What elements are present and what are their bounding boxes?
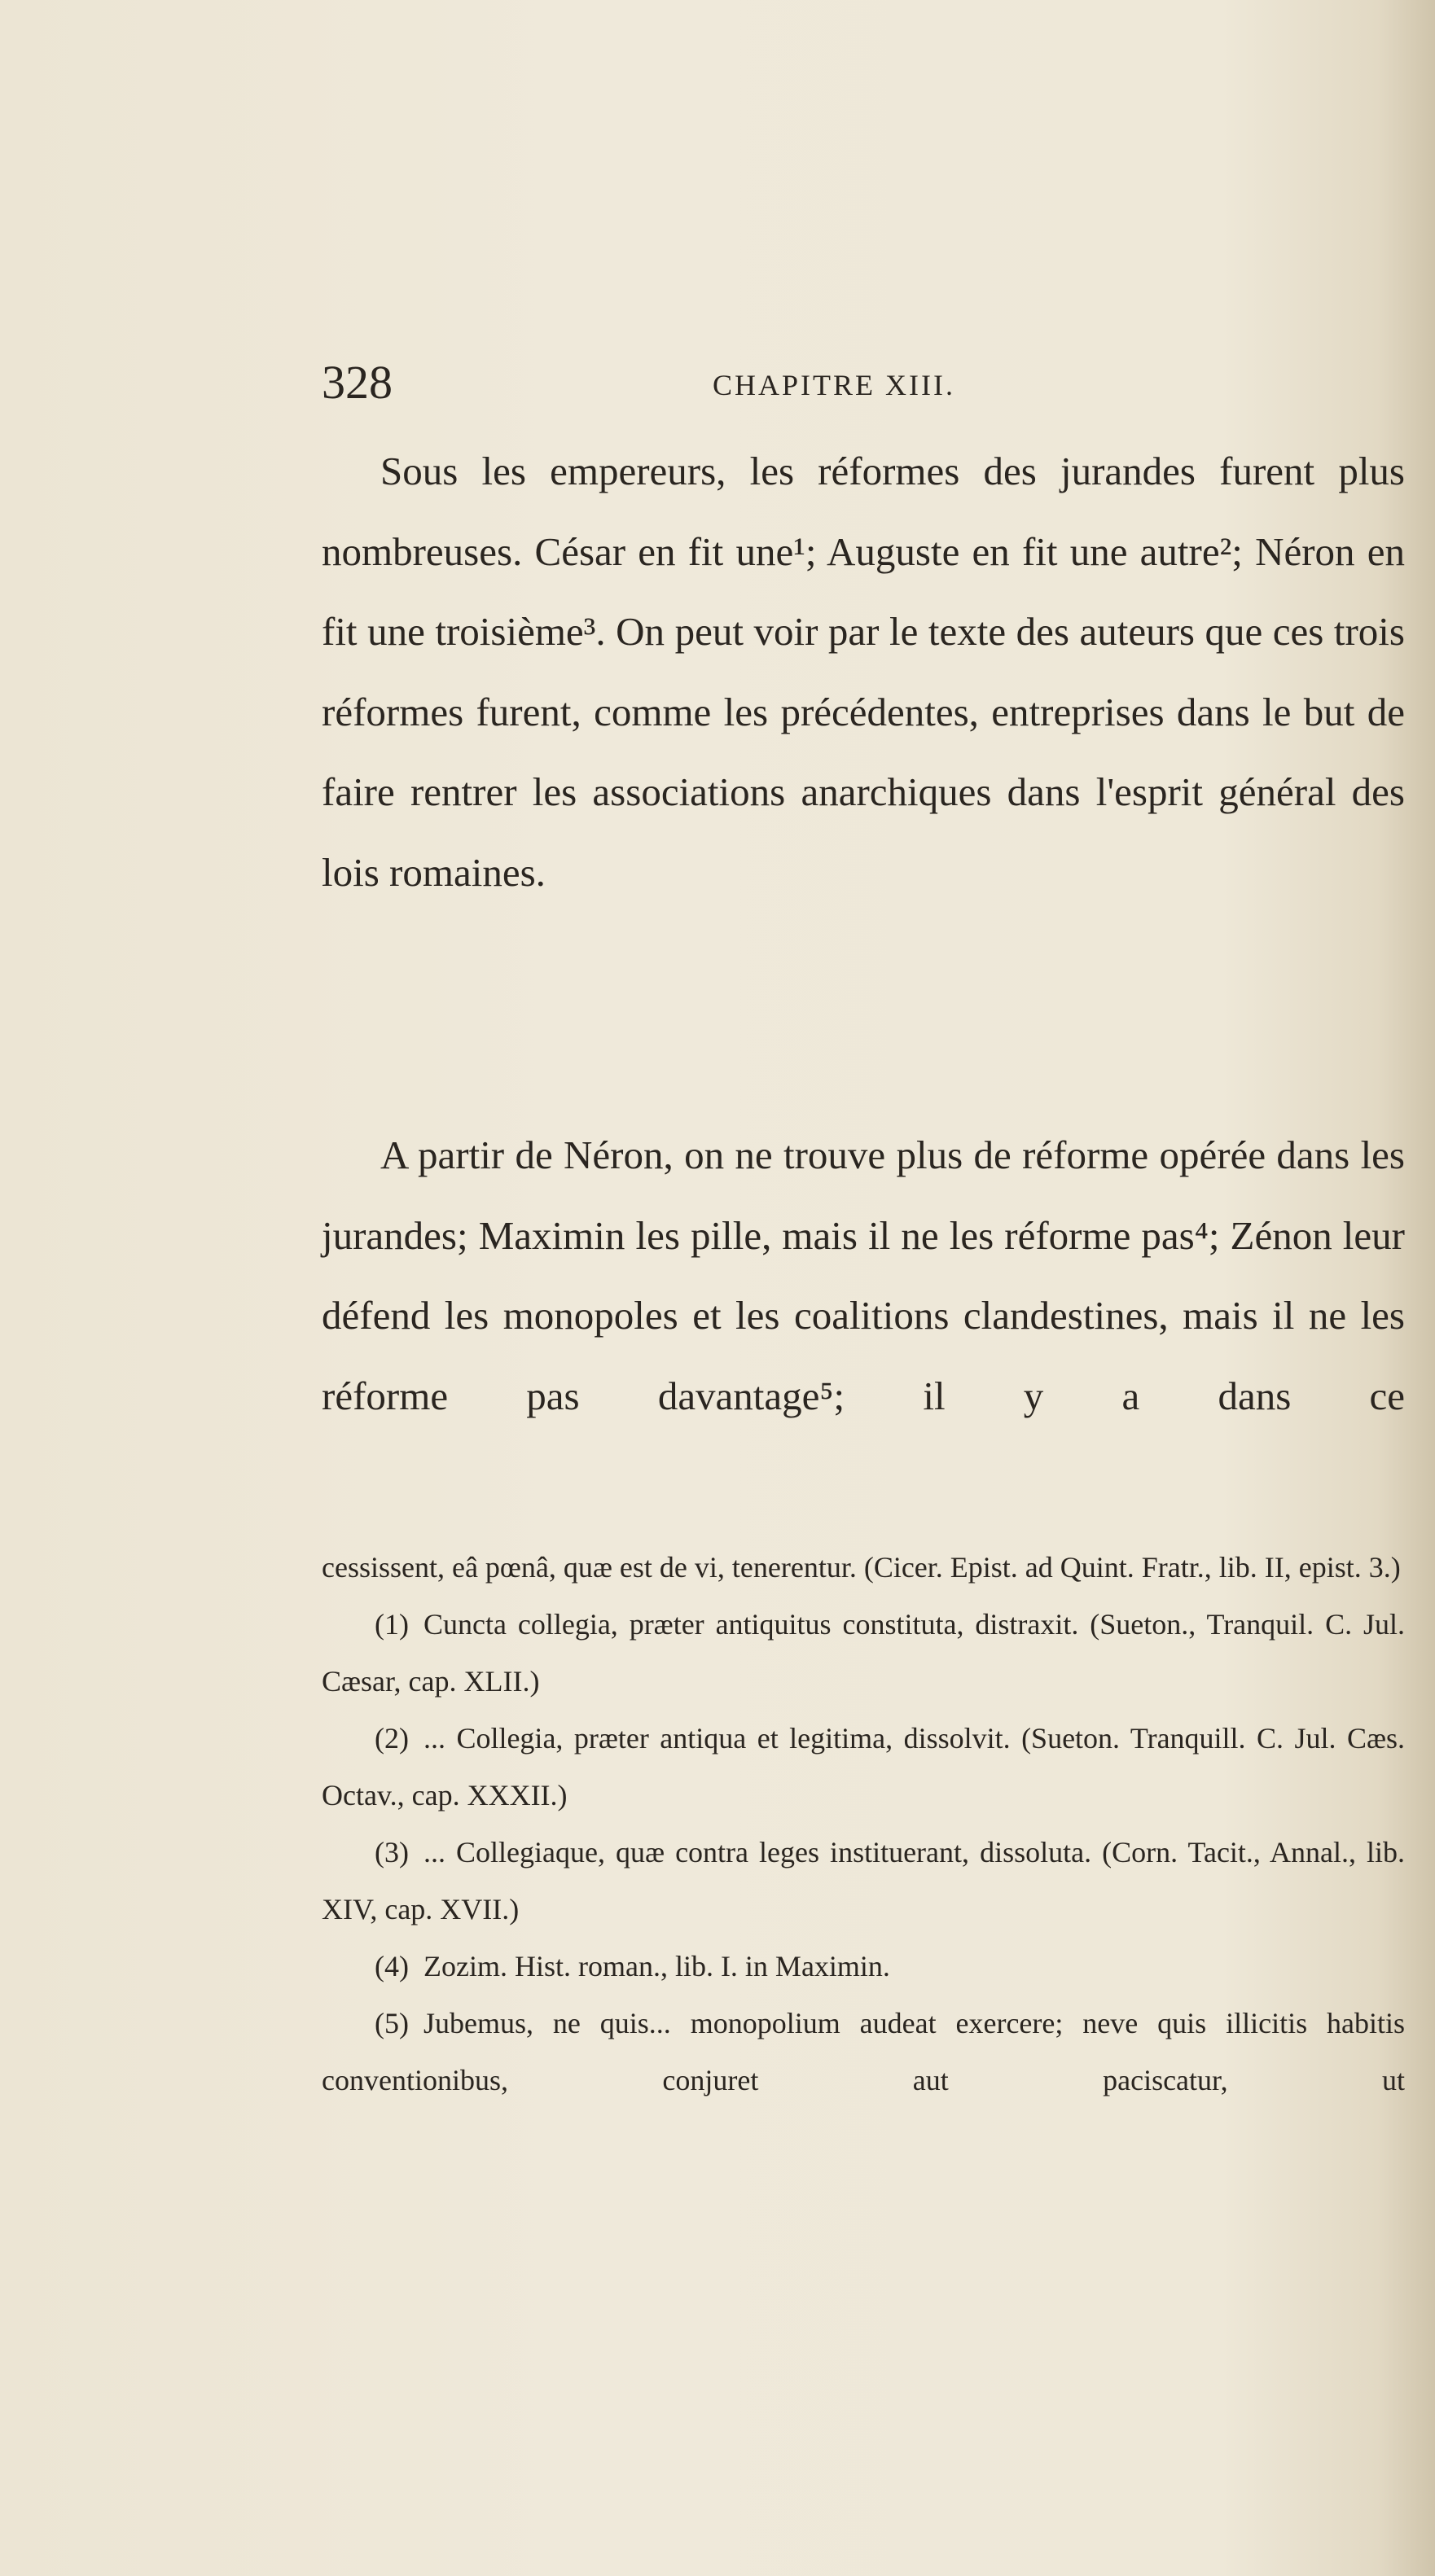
body-paragraph-1 [322,432,1405,913]
footnote-4 [322,1938,1405,1995]
footnote-label: (5) [375,2007,409,2039]
footnote-3 [322,1824,1405,1938]
footnote-2 [322,1710,1405,1824]
page-number: 328 [322,356,393,409]
paragraph-text: Sous les empereurs, les réformes des jurandes furent plus nombreuses. César en fit une¹; Auguste en fit une autre²; Néron en fit une troisième³. On peut voir par le texte des auteurs que ces trois réformes furent, comme les précédentes, entreprises dans le but de faire rentrer les associations anarchiques dans l'esprit général des lois romaines. [322,449,1405,895]
footnote-1 [322,1596,1405,1710]
body-paragraph-2 [322,1115,1405,1436]
footnote-text: ... Collegia, præter antiqua et legitima, dissolvit. (Sueton. Tranquill. C. Jul. Cæs. Octav., cap. XXXII.) [322,1722,1405,1812]
footnote-5 [322,1995,1405,2109]
footnote-text: Jubemus, ne quis... monopolium audeat exercere; neve quis illicitis habitis conventionibus, conjuret aut paciscatur, ut [322,2007,1405,2096]
footnote-label: (3) [375,1836,409,1868]
footnote-text: Zozim. Hist. roman., lib. I. in Maximin. [423,1950,890,1982]
footnotes [322,1539,1405,2109]
footnote-label: (4) [375,1950,409,1982]
footnote-label: (1) [375,1608,409,1641]
footnote-label: (2) [375,1722,409,1755]
running-head: CHAPITRE XIII. [713,369,955,401]
page-header [322,350,1401,415]
footnote-text: Cuncta collegia, præter antiquitus constituta, distraxit. (Sueton., Tranquil. C. Jul. Cæsar, cap. XLII.) [322,1608,1405,1698]
footnote-continuation: cessissent, eâ pœnâ, quæ est de vi, tenerentur. (Cicer. Epist. ad Quint. Fratr., lib. II, epist. 3.) [322,1551,1401,1584]
paragraph-text: A partir de Néron, on ne trouve plus de réforme opérée dans les jurandes; Maximin les pille, mais il ne les réforme pas⁴; Zénon leur défend les monopoles et les coalitions clandestines, mais il ne les réforme pas davantage⁵; il y a dans ce [322,1132,1405,1418]
footnote-text: ... Collegiaque, quæ contra leges instituerant, dissoluta. (Corn. Tacit., Annal., lib. XIV, cap. XVII.) [322,1836,1405,1925]
